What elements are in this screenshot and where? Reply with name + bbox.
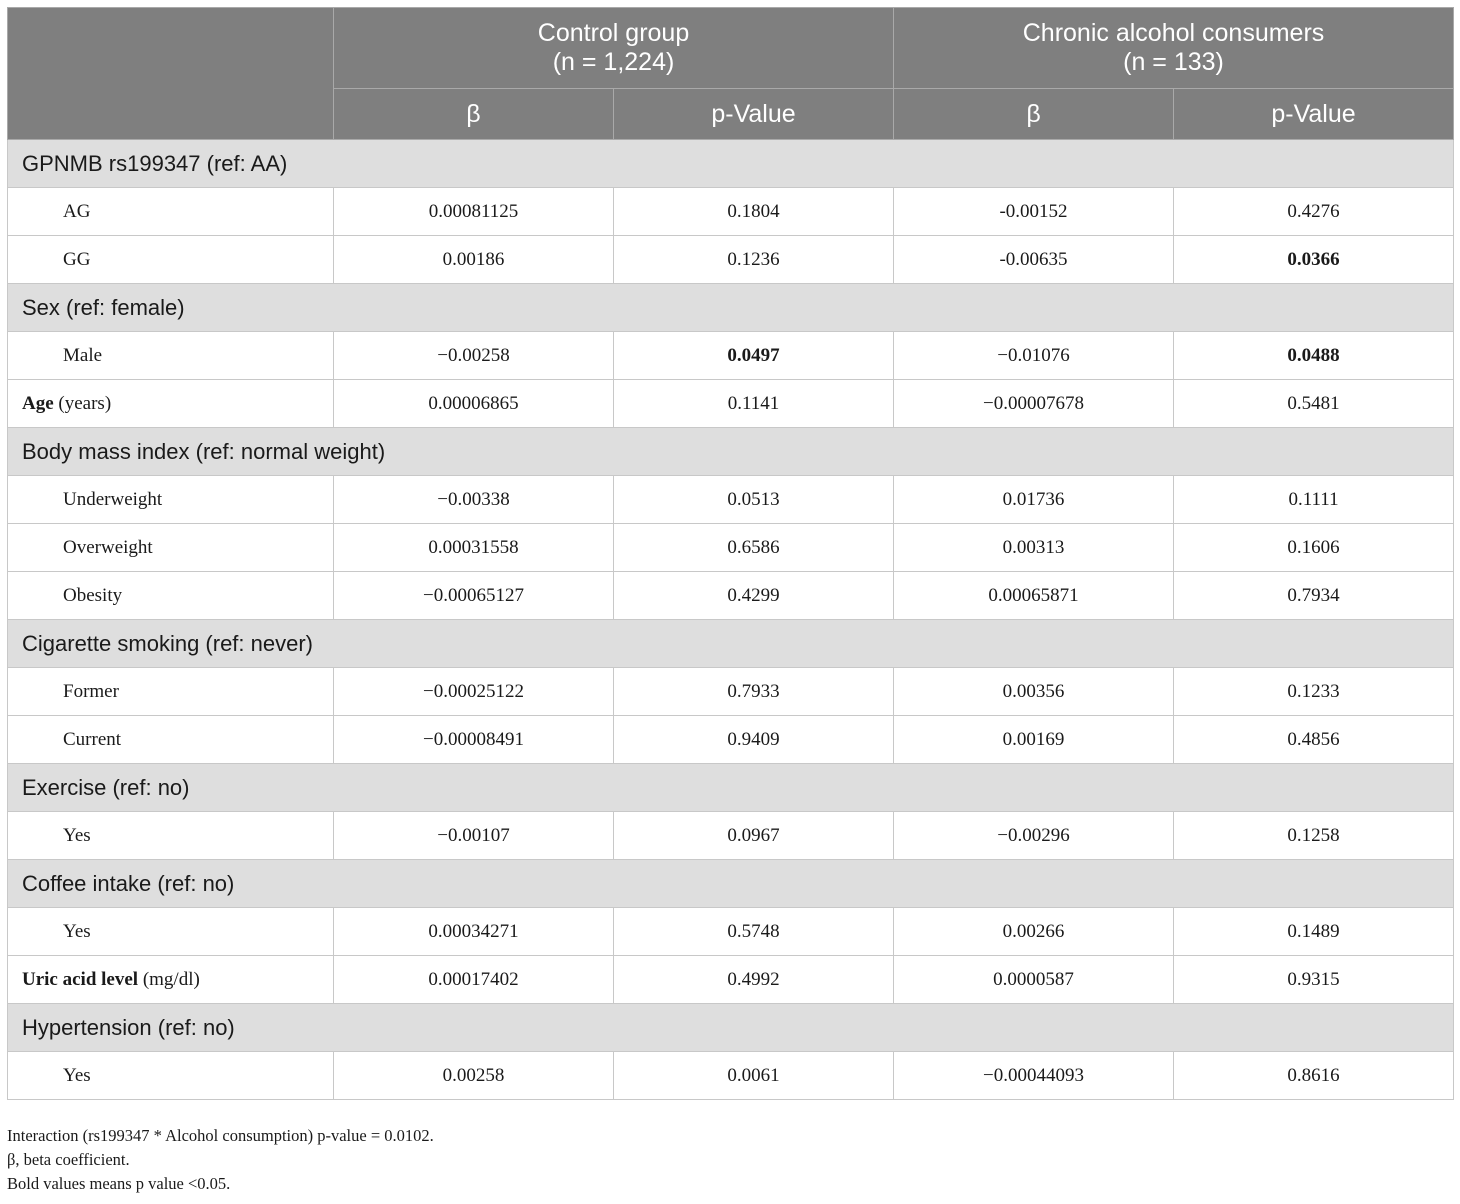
- row-label: Age (years): [8, 380, 334, 428]
- footnote-beta: β, beta coefficient.: [7, 1150, 130, 1169]
- header-pvalue-alcohol: p-Value: [1174, 89, 1454, 140]
- regression-table-container: [7, 7, 1453, 1100]
- section-exercise: Exercise (ref: no): [8, 764, 1454, 812]
- cell-pvalue-alcohol: 0.1233: [1174, 668, 1454, 716]
- cell-beta-control: 0.00258: [334, 1052, 614, 1100]
- cell-pvalue-alcohol: 0.4856: [1174, 716, 1454, 764]
- header-control-group: Control group (n = 1,224): [334, 8, 894, 89]
- section-gpnmb: GPNMB rs199347 (ref: AA): [8, 140, 1454, 188]
- cell-pvalue-control: 0.1804: [614, 188, 894, 236]
- cell-beta-alcohol: -0.00635: [894, 236, 1174, 284]
- cell-beta-control: −0.00338: [334, 476, 614, 524]
- table-row: [8, 380, 1454, 428]
- cell-pvalue-alcohol: 0.8616: [1174, 1052, 1454, 1100]
- cell-beta-control: 0.00017402: [334, 956, 614, 1004]
- cell-beta-alcohol: −0.00044093: [894, 1052, 1174, 1100]
- cell-beta-control: 0.00081125: [334, 188, 614, 236]
- cell-beta-alcohol: 0.00266: [894, 908, 1174, 956]
- cell-pvalue-alcohol: 0.5481: [1174, 380, 1454, 428]
- cell-pvalue-alcohol: 0.9315: [1174, 956, 1454, 1004]
- cell-pvalue-control: 0.0513: [614, 476, 894, 524]
- cell-pvalue-control: 0.0061: [614, 1052, 894, 1100]
- section-coffee: Coffee intake (ref: no): [8, 860, 1454, 908]
- table-footnotes: [7, 1124, 434, 1196]
- regression-table: [7, 7, 1454, 1100]
- cell-pvalue-control: 0.4992: [614, 956, 894, 1004]
- row-label: Current: [8, 716, 334, 764]
- cell-pvalue-alcohol: 0.1111: [1174, 476, 1454, 524]
- cell-pvalue-control: 0.0967: [614, 812, 894, 860]
- row-label: Yes: [8, 908, 334, 956]
- cell-beta-control: −0.00107: [334, 812, 614, 860]
- cell-pvalue-control: 0.4299: [614, 572, 894, 620]
- header-row-groups: [8, 8, 1454, 89]
- cell-beta-control: −0.00008491: [334, 716, 614, 764]
- cell-pvalue-alcohol: 0.1606: [1174, 524, 1454, 572]
- cell-beta-alcohol: 0.0000587: [894, 956, 1174, 1004]
- row-label: Underweight: [8, 476, 334, 524]
- cell-beta-control: 0.00186: [334, 236, 614, 284]
- cell-pvalue-control: 0.0497: [614, 332, 894, 380]
- footnote-bold: Bold values means p value <0.05.: [7, 1174, 231, 1193]
- cell-pvalue-control: 0.1236: [614, 236, 894, 284]
- row-label: Uric acid level (mg/dl): [8, 956, 334, 1004]
- row-label: Yes: [8, 1052, 334, 1100]
- row-label: Former: [8, 668, 334, 716]
- row-label: Overweight: [8, 524, 334, 572]
- row-label: Male: [8, 332, 334, 380]
- cell-pvalue-control: 0.7933: [614, 668, 894, 716]
- footnote-interaction: Interaction (rs199347 * Alcohol consumption) p-value = 0.0102.: [7, 1126, 434, 1145]
- row-label: GG: [8, 236, 334, 284]
- header-pvalue-control: p-Value: [614, 89, 894, 140]
- section-sex: Sex (ref: female): [8, 284, 1454, 332]
- header-beta-control: β: [334, 89, 614, 140]
- section-smoking: Cigarette smoking (ref: never): [8, 620, 1454, 668]
- table-row: [8, 668, 1454, 716]
- cell-pvalue-alcohol: 0.0488: [1174, 332, 1454, 380]
- table-row: [8, 812, 1454, 860]
- cell-pvalue-alcohol: 0.0366: [1174, 236, 1454, 284]
- cell-pvalue-alcohol: 0.7934: [1174, 572, 1454, 620]
- cell-pvalue-control: 0.9409: [614, 716, 894, 764]
- header-alcohol-group: Chronic alcohol consumers (n = 133): [894, 8, 1454, 89]
- cell-beta-alcohol: 0.00313: [894, 524, 1174, 572]
- table-row: [8, 236, 1454, 284]
- header-corner: [8, 8, 334, 140]
- table-row: [8, 188, 1454, 236]
- cell-beta-alcohol: 0.00356: [894, 668, 1174, 716]
- cell-beta-alcohol: -0.00152: [894, 188, 1174, 236]
- row-label: Yes: [8, 812, 334, 860]
- table-row: [8, 572, 1454, 620]
- cell-pvalue-alcohol: 0.4276: [1174, 188, 1454, 236]
- header-beta-alcohol: β: [894, 89, 1174, 140]
- cell-pvalue-control: 0.5748: [614, 908, 894, 956]
- cell-pvalue-control: 0.1141: [614, 380, 894, 428]
- cell-beta-control: 0.00034271: [334, 908, 614, 956]
- table-row: [8, 332, 1454, 380]
- row-label: Obesity: [8, 572, 334, 620]
- cell-pvalue-alcohol: 0.1489: [1174, 908, 1454, 956]
- cell-beta-control: −0.00065127: [334, 572, 614, 620]
- section-bmi: Body mass index (ref: normal weight): [8, 428, 1454, 476]
- table-row: [8, 956, 1454, 1004]
- table-row: [8, 716, 1454, 764]
- cell-beta-alcohol: −0.00296: [894, 812, 1174, 860]
- cell-beta-control: −0.00025122: [334, 668, 614, 716]
- table-row: [8, 524, 1454, 572]
- row-label: AG: [8, 188, 334, 236]
- cell-beta-alcohol: −0.00007678: [894, 380, 1174, 428]
- cell-beta-alcohol: 0.01736: [894, 476, 1174, 524]
- cell-pvalue-control: 0.6586: [614, 524, 894, 572]
- cell-beta-control: 0.00006865: [334, 380, 614, 428]
- cell-beta-control: 0.00031558: [334, 524, 614, 572]
- table-row: [8, 476, 1454, 524]
- cell-beta-alcohol: 0.00065871: [894, 572, 1174, 620]
- table-row: [8, 1052, 1454, 1100]
- cell-beta-control: −0.00258: [334, 332, 614, 380]
- cell-beta-alcohol: 0.00169: [894, 716, 1174, 764]
- cell-pvalue-alcohol: 0.1258: [1174, 812, 1454, 860]
- section-hypertension: Hypertension (ref: no): [8, 1004, 1454, 1052]
- cell-beta-alcohol: −0.01076: [894, 332, 1174, 380]
- table-row: [8, 908, 1454, 956]
